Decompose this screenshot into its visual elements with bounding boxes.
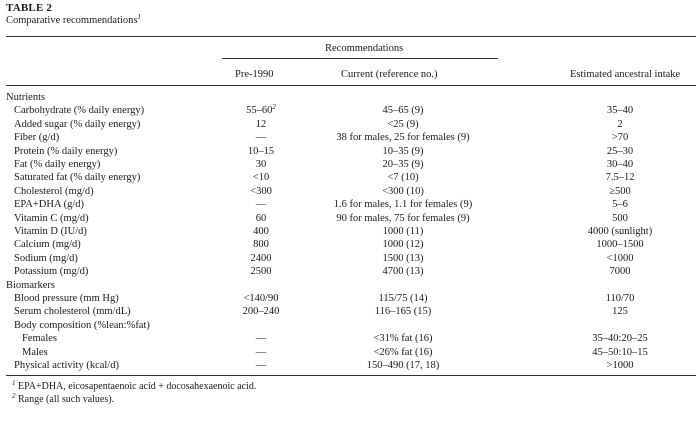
row-label: Protein (% daily energy)	[14, 145, 118, 157]
pre-1990-value: 30	[255, 159, 267, 170]
row-label: Physical activity (kcal/d)	[14, 360, 119, 371]
row-label: Serum cholesterol (mm/dL)	[14, 306, 131, 318]
caption-footnote-mark: 1	[137, 13, 142, 21]
table-caption	[6, 15, 141, 26]
table-row	[0, 305, 700, 318]
footnote	[12, 394, 114, 405]
table-row	[0, 171, 700, 184]
pre-1990-cell	[225, 118, 297, 131]
ancestral-cell: 35–40:20–25	[592, 333, 648, 345]
pre-1990-value: 60	[255, 212, 267, 224]
row-label: Cholesterol (mg/d)	[14, 185, 94, 197]
table-row	[0, 265, 700, 278]
footnote-mark: 1	[12, 379, 16, 387]
current-cell: 150–490 (17, 18)	[366, 360, 440, 371]
table-row	[0, 118, 700, 131]
table-row	[0, 292, 700, 305]
table-row	[0, 252, 700, 265]
pre-1990-cell	[225, 265, 297, 278]
pre-1990-cell	[225, 104, 297, 117]
ancestral-cell: 500	[612, 212, 628, 224]
pre-1990-cell	[225, 198, 297, 211]
pre-1990-value: 2500	[250, 266, 272, 278]
row-label: Fat (% daily energy)	[14, 159, 101, 170]
row-label: Vitamin D (IU/d)	[14, 226, 87, 237]
pre-1990-cell	[225, 131, 297, 144]
table-row	[0, 332, 700, 345]
pre-1990-cell	[225, 145, 297, 158]
current-cell: 20–35 (9)	[382, 159, 424, 170]
row-label: Added sugar (% daily energy)	[14, 118, 141, 130]
ancestral-cell: ≥500	[609, 185, 631, 197]
table-row	[0, 346, 700, 359]
current-cell: 4700 (13)	[382, 266, 424, 278]
pre-1990-cell	[225, 225, 297, 238]
current-cell: <26% fat (16)	[373, 346, 433, 358]
footnote-mark: 2	[272, 103, 276, 112]
pre-1990-cell	[225, 252, 297, 265]
header-current: Current (reference no.)	[341, 69, 438, 80]
pre-1990-value: <10	[252, 172, 270, 184]
row-label: EPA+DHA (g/d)	[14, 199, 84, 211]
pre-1990-value: <300	[250, 185, 272, 197]
row-label: Males	[22, 346, 48, 358]
row-label: Calcium (mg/d)	[14, 239, 81, 251]
current-cell: <25 (9)	[387, 118, 419, 130]
row-label: Saturated fat (% daily energy)	[14, 172, 141, 184]
pre-1990-value: <140/90	[243, 293, 279, 304]
ancestral-cell: 110/70	[605, 293, 635, 304]
pre-1990-value: 800	[253, 239, 269, 251]
row-label: Biomarkers	[6, 279, 55, 291]
ancestral-cell: 30–40	[606, 159, 634, 170]
row-label: Potassium (mg/d)	[14, 266, 89, 278]
ancestral-cell: 4000 (sunlight)	[587, 226, 653, 237]
ancestral-cell: 1000–1500	[596, 239, 644, 251]
caption-text: Comparative recommendations	[6, 15, 138, 26]
pre-1990-value: —	[255, 199, 267, 211]
table-row	[0, 158, 700, 171]
header-recommendations: Recommendations	[325, 43, 404, 54]
pre-1990-cell	[225, 212, 297, 225]
current-cell: 1000 (11)	[382, 226, 424, 237]
row-label: Fiber (g/d)	[14, 132, 60, 144]
table-row	[0, 198, 700, 211]
current-cell: 10–35 (9)	[382, 145, 424, 157]
table-row	[0, 238, 700, 251]
pre-1990-value: 200–240	[242, 306, 280, 318]
current-cell: <300 (10)	[382, 185, 424, 197]
table-row	[0, 131, 700, 144]
pre-1990-cell	[225, 158, 297, 171]
footnote	[12, 381, 256, 392]
current-cell: 90 for males, 75 for females (9)	[336, 212, 470, 224]
footnote-text: EPA+DHA, eicosapentaenoic acid + docosahexaenoic acid.	[18, 381, 257, 392]
row-label: Body composition (%lean:%fat)	[14, 319, 150, 331]
pre-1990-cell	[225, 171, 297, 184]
current-cell: 38 for males, 25 for females (9)	[336, 132, 470, 144]
ancestral-cell: 7000	[609, 266, 631, 278]
pre-1990-cell	[225, 359, 297, 372]
header-ancestral: Estimated ancestral intake	[570, 69, 681, 80]
ancestral-cell: 125	[612, 306, 628, 318]
current-cell: <7 (10)	[387, 172, 419, 184]
row-label: Blood pressure (mm Hg)	[14, 293, 119, 304]
ancestral-cell: 7.5–12	[605, 172, 635, 184]
table-row	[0, 359, 700, 372]
pre-1990-cell	[225, 332, 297, 345]
current-cell: 1000 (12)	[382, 239, 424, 251]
current-cell: 1.6 for males, 1.1 for females (9)	[333, 199, 473, 211]
header-pre-1990: Pre-1990	[235, 69, 274, 80]
table-row	[0, 104, 700, 117]
ancestral-cell: >1000	[606, 360, 634, 371]
footnote-mark: 2	[12, 392, 16, 400]
pre-1990-cell	[225, 238, 297, 251]
pre-1990-value: 400	[253, 226, 269, 237]
ancestral-cell: 5–6	[612, 199, 628, 211]
table-title: TABLE 2	[6, 2, 53, 14]
ancestral-cell: 2	[617, 118, 623, 130]
ancestral-cell: 45–50:10–15	[592, 346, 648, 358]
ancestral-cell: 25–30	[606, 145, 634, 157]
pre-1990-value: 2400	[250, 252, 272, 264]
ancestral-cell: 35–40	[606, 105, 634, 117]
pre-1990-value: —	[255, 333, 267, 345]
row-label: Carbohydrate (% daily energy)	[14, 105, 145, 117]
pre-1990-cell	[225, 185, 297, 198]
footnote-text: Range (all such values).	[18, 394, 115, 405]
ancestral-cell: <1000	[606, 252, 634, 264]
current-cell: 45–65 (9)	[382, 105, 424, 117]
table-row	[0, 225, 700, 238]
row-label: Nutrients	[6, 92, 46, 103]
bottom-rule	[6, 375, 696, 376]
table-row	[0, 212, 700, 225]
pre-1990-value: —	[255, 360, 267, 371]
table-row	[0, 319, 700, 332]
recommendations-subrule	[222, 58, 498, 59]
row-label: Vitamin C (mg/d)	[14, 212, 89, 224]
row-label: Females	[22, 333, 57, 345]
pre-1990-value: 10–15	[247, 145, 275, 157]
section-heading-row	[0, 91, 700, 104]
table-row	[0, 145, 700, 158]
current-cell: 115/75 (14)	[378, 293, 428, 304]
current-cell: 1500 (13)	[382, 252, 424, 264]
pre-1990-cell	[225, 305, 297, 318]
pre-1990-value: 12	[255, 118, 267, 130]
current-cell: 116–165 (15)	[374, 306, 432, 318]
pre-1990-cell	[225, 346, 297, 359]
table-row	[0, 185, 700, 198]
top-rule	[6, 36, 696, 37]
current-cell: <31% fat (16)	[373, 333, 433, 345]
pre-1990-value: —	[255, 132, 267, 144]
pre-1990-cell	[225, 292, 297, 305]
header-rule	[6, 85, 696, 86]
section-heading-row	[0, 279, 700, 292]
row-label: Sodium (mg/d)	[14, 252, 78, 264]
pre-1990-value: —	[255, 346, 267, 358]
pre-1990-value: 55–60	[246, 105, 273, 117]
ancestral-cell: >70	[611, 132, 629, 144]
